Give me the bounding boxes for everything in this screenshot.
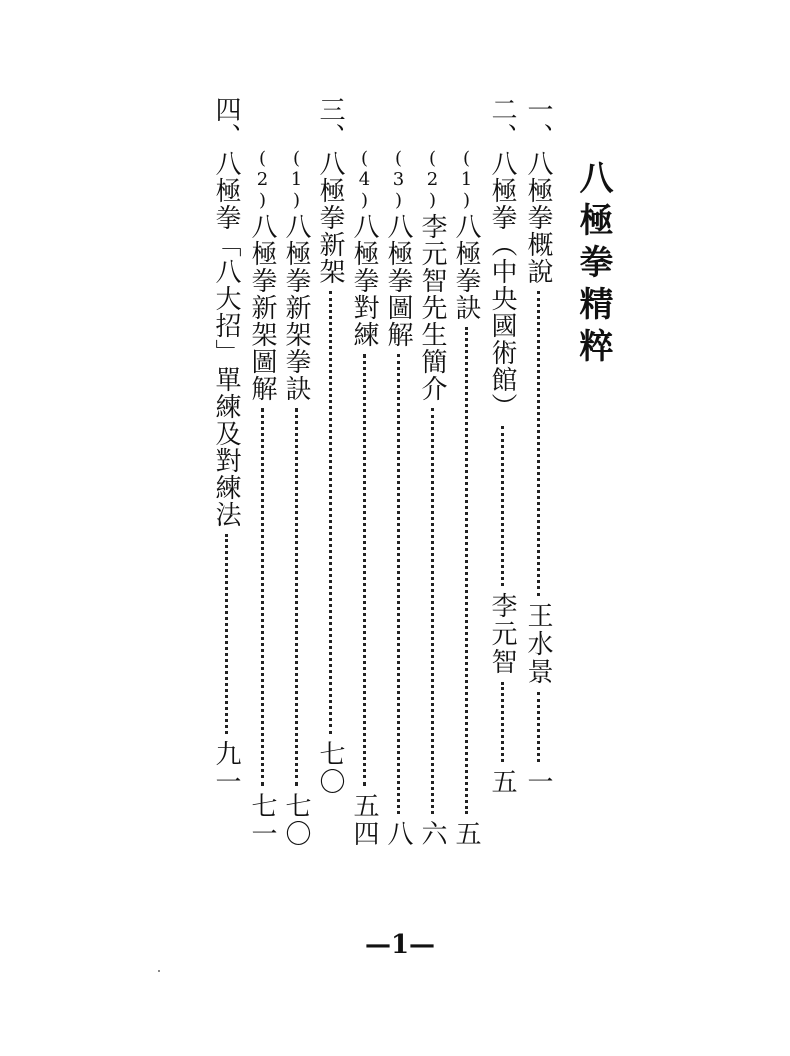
toc-entry-page: 七一: [247, 792, 277, 848]
dot-leader: [431, 408, 434, 814]
toc-entry-number: (1): [456, 148, 477, 211]
toc-entry-number: (1): [286, 148, 307, 211]
dot-leader: [261, 408, 264, 786]
dot-leader: [501, 426, 504, 586]
toc-entry-6: [346, 148, 382, 848]
toc-entry-page: 八: [383, 820, 413, 848]
toc-entry-author: 王水景: [523, 602, 553, 686]
dot-leader: [537, 291, 540, 596]
toc-entry-page: 九一: [211, 740, 241, 796]
toc-entry-label: 一、八極拳概說: [523, 96, 553, 285]
toc-entry-number: (3): [388, 148, 409, 211]
dot-leader: [363, 354, 366, 786]
dot-leader: [501, 682, 504, 762]
toc-entry-page: 五四: [349, 792, 379, 848]
toc-entry-8: [278, 148, 314, 848]
toc-entry-7: [312, 96, 348, 796]
dot-leader: [397, 354, 400, 814]
toc-entry-10: [208, 96, 244, 796]
dot-leader: [329, 291, 332, 734]
scan-speck: [158, 970, 160, 972]
toc-entry-page: 七〇: [281, 792, 311, 848]
toc-entry-label: 八極拳圖解: [383, 213, 413, 348]
toc-entry-number: (2): [252, 148, 273, 211]
toc-entry-page: 五: [451, 820, 481, 848]
dot-leader: [465, 327, 468, 814]
book-title: 八極拳精粹: [573, 160, 613, 370]
toc-entry-label: 八極拳對練: [349, 213, 379, 348]
toc-entry-1: [520, 96, 556, 796]
dot-leader: [225, 534, 228, 734]
toc-entry-3: [448, 148, 484, 848]
toc-entry-page: 五: [487, 768, 517, 796]
toc-entry-4: [414, 148, 450, 848]
toc-entry-page: 六: [417, 820, 447, 848]
toc-entry-page: 七〇: [315, 740, 345, 796]
toc-entry-5: [380, 148, 416, 848]
toc-entry-label: 四、八極拳「八大招」單練及對練法: [211, 96, 241, 528]
toc-entry-number: (2): [422, 148, 443, 211]
toc-entry-author: 李元智: [487, 592, 517, 676]
toc-entry-number: (4): [354, 148, 375, 211]
toc-entry-2: [484, 96, 520, 796]
dot-leader: [537, 692, 540, 762]
toc-entry-label: 李元智先生簡介: [417, 213, 447, 402]
page-number: —1—: [364, 930, 436, 960]
dot-leader: [295, 408, 298, 786]
toc-entry-page: 一: [523, 768, 553, 796]
toc-entry-label: 八極拳新架拳訣: [281, 213, 311, 402]
toc-entry-label: 八極拳訣: [451, 213, 481, 321]
toc-entry-label: 三、八極拳新架: [315, 96, 345, 285]
toc-entry-9: [244, 148, 280, 848]
toc-entry-label: 二、八極拳（中央國術館）: [487, 96, 517, 420]
toc-entry-label: 八極拳新架圖解: [247, 213, 277, 402]
